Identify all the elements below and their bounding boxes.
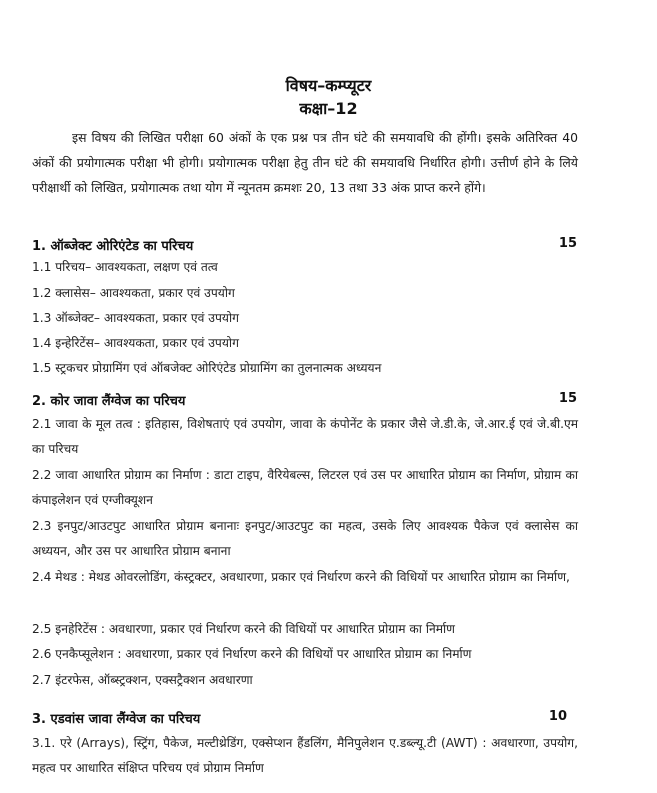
section-2-item: 2.2 जावा आधारित प्रोग्राम का निर्माण : डाटा टाइप, वैरियेबल्स, लिटरल एवं उस पर आधारित प्रोग्राम का निर्माण, प्रोग्राम का कंपाइलेशन एवं एग्जीक्यूशन bbox=[32, 468, 578, 507]
section-2-item: 2.6 एनकैप्सूलेशन : अवधारणा, प्रकार एवं निर्धारण करने की विधियों पर आधारित प्रोग्राम का निर्माण bbox=[32, 647, 472, 661]
section-2-heading: 2. कोर जावा लैंग्वेज का परिचय bbox=[32, 394, 186, 409]
section-3-marks: 10 bbox=[548, 709, 567, 724]
section-3-heading: 3. एडवांस जावा लैंग्वेज का परिचय bbox=[32, 712, 201, 727]
class-title: कक्षा–12 bbox=[299, 99, 358, 118]
section-1-item: 1.3 ऑब्जेक्ट– आवश्यकता, प्रकार एवं उपयोग bbox=[32, 311, 239, 325]
section-2-item: 2.7 इंटरफेस, ऑब्स्ट्रक्शन, एक्सट्रैक्शन अवधारणा bbox=[32, 673, 253, 687]
section-1-heading: 1. ऑब्जेक्ट ओरिएंटेड का परिचय bbox=[32, 239, 194, 254]
section-1-item: 1.1 परिचय– आवश्यकता, लक्षण एवं तत्व bbox=[32, 260, 218, 274]
intro-paragraph bbox=[32, 125, 578, 200]
section-2-item: 2.1 जावा के मूल तत्व : इतिहास, विशेषताएं एवं उपयोग, जावा के कंपोनेंट के प्रकार जैसे जे.डी.के, जे.आर.ई एवं जे.बी.एम का परिचय bbox=[32, 417, 578, 456]
section-2-item: 2.4 मेथड : मेथड ओवरलोडिंग, कंस्ट्रक्टर, अवधारणा, प्रकार एवं निर्धारण करने की विधियों पर आधारित प्रोग्राम का निर्माण, bbox=[32, 570, 570, 584]
section-1-item: 1.5 स्ट्रकचर प्रोग्रामिंग एवं ऑबजेक्ट ओरिएंटेड प्रोग्रामिंग का तुलनात्मक अध्ययन bbox=[32, 361, 382, 375]
section-2-item: 2.5 इनहेरिटेंस : अवधारणा, प्रकार एवं निर्धारण करने की विधियों पर आधारित प्रोग्राम का निर्माण bbox=[32, 622, 455, 636]
section-1-marks: 15 bbox=[558, 236, 577, 251]
intro-text: इस विषय की लिखित परीक्षा 60 अंकों के एक प्रश्न पत्र तीन घंटे की समयावधि की होंगी। इसके अतिरिक्त 40 अंकों की प्रयोगात्मक परीक्षा भी होगी। प्रयोगात्मक परीक्षा हेतु तीन घंटे की समयावधि निर्धारित होगी। उत्तीर्ण होने के लिये परीक्षार्थी को लिखित, प्रयोगात्मक तथा योग में न्यूनतम क्रमशः 20, 13 तथा 33 अंक प्राप्त करने होंगे। bbox=[32, 130, 578, 195]
section-2-item: 2.3 इनपुट/आउटपुट आधारित प्रोग्राम बनानाः इनपुट/आउटपुट का महत्व, उसके लिए आवश्यक पैकेज एवं क्लासेस का अध्ययन, और उस पर आधारित प्रोग्राम बनाना bbox=[32, 519, 578, 558]
subject-title: विषय–कम्प्यूटर bbox=[285, 76, 372, 95]
section-2-marks: 15 bbox=[558, 391, 577, 406]
section-1-item: 1.2 क्लासेस– आवश्यकता, प्रकार एवं उपयोग bbox=[32, 286, 235, 300]
section-3-item: 3.1. एरे (Arrays), स्ट्रिंग, पैकेज, मल्टीथ्रेडिंग, एक्सेप्शन हैंडलिंग, मैनिपुलेशन ए.डब्ल्यू.टी (AWT) : अवधारणा, उपयोग, महत्व पर आधारित संक्षिप्त परिचय एवं प्रोग्राम निर्माण bbox=[32, 736, 578, 775]
section-1-item: 1.4 इन्हेरिटेंस– आवश्यकता, प्रकार एवं उपयोग bbox=[32, 336, 239, 350]
